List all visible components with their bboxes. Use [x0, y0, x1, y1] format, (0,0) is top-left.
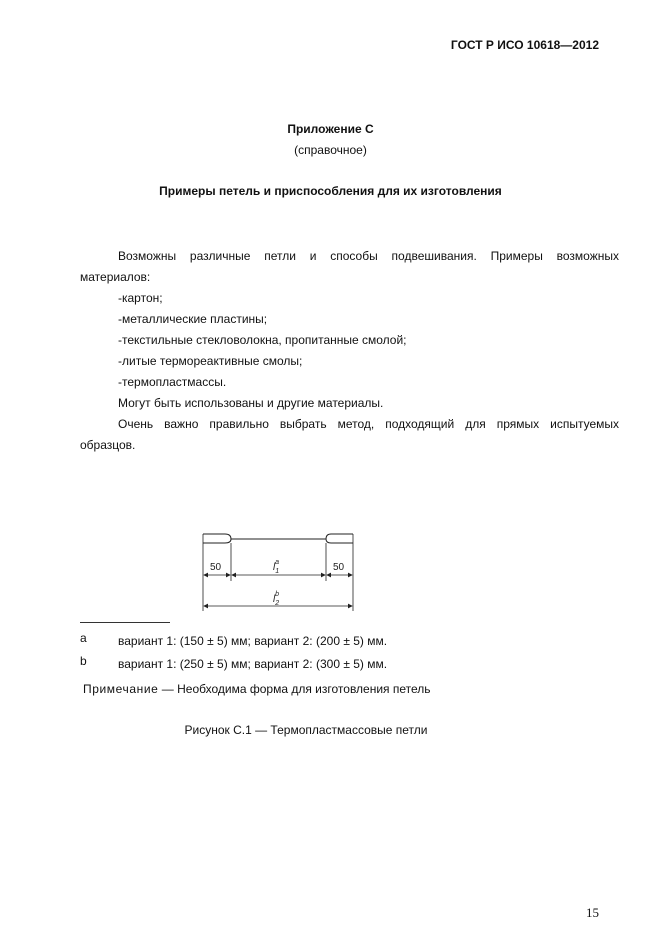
paragraph-method — [80, 414, 619, 456]
appendix-title: Приложение С — [287, 122, 374, 136]
materials-list — [118, 288, 407, 414]
document-header: ГОСТ Р ИСО 10618—2012 — [450, 38, 599, 52]
dim-label-left: 50 — [210, 562, 222, 573]
footnote-text: вариант 1: (250 ± 5) мм; вариант 2: (300 ± 5) мм. — [118, 657, 388, 671]
footnote-text: вариант 1: (150 ± 5) мм; вариант 2: (200 ± 5) мм. — [118, 634, 388, 648]
paragraph-line: образцов. — [80, 438, 136, 452]
note-text: — Необходима форма для изготовления петель — [158, 682, 431, 696]
list-item: -литые термореактивные смолы; — [118, 354, 303, 368]
list-item: -металлические пластины; — [118, 312, 268, 326]
section-title: Примеры петель и приспособления для их изготовления — [159, 184, 502, 198]
footnote-mark: a — [80, 631, 87, 645]
note-label: Примечание — [83, 682, 159, 696]
page-number: 15 — [586, 905, 599, 920]
list-item: Могут быть использованы и другие материалы. — [118, 396, 384, 410]
figure-caption: Рисунок С.1 — Термопластмассовые петли — [184, 723, 428, 737]
paragraph-line: Возможны различные петли и способы подвешивания. Примеры возможных — [118, 249, 619, 263]
loop-outline — [326, 534, 353, 543]
footnote-separator — [80, 622, 170, 623]
list-item: -текстильные стекловолокна, пропитанные смолой; — [118, 333, 407, 347]
list-item: -картон; — [118, 291, 163, 305]
dim-label-l2: $l_2b$ — [273, 591, 280, 607]
paragraph-materials — [80, 246, 619, 288]
paragraph-line: Очень важно правильно выбрать метод, подходящий для прямых испытуемых — [118, 417, 619, 431]
figure-note — [83, 682, 431, 696]
footnote-mark: b — [80, 654, 87, 668]
loop-outline — [203, 534, 231, 543]
paragraph-line: материалов: — [80, 270, 151, 284]
dim-label-l1: $l_1a$ — [273, 559, 280, 575]
loop-figure — [198, 527, 358, 617]
dim-label-right: 50 — [333, 562, 345, 573]
appendix-subtitle: (справочное) — [294, 143, 367, 157]
list-item: -термопластмассы. — [118, 375, 227, 389]
